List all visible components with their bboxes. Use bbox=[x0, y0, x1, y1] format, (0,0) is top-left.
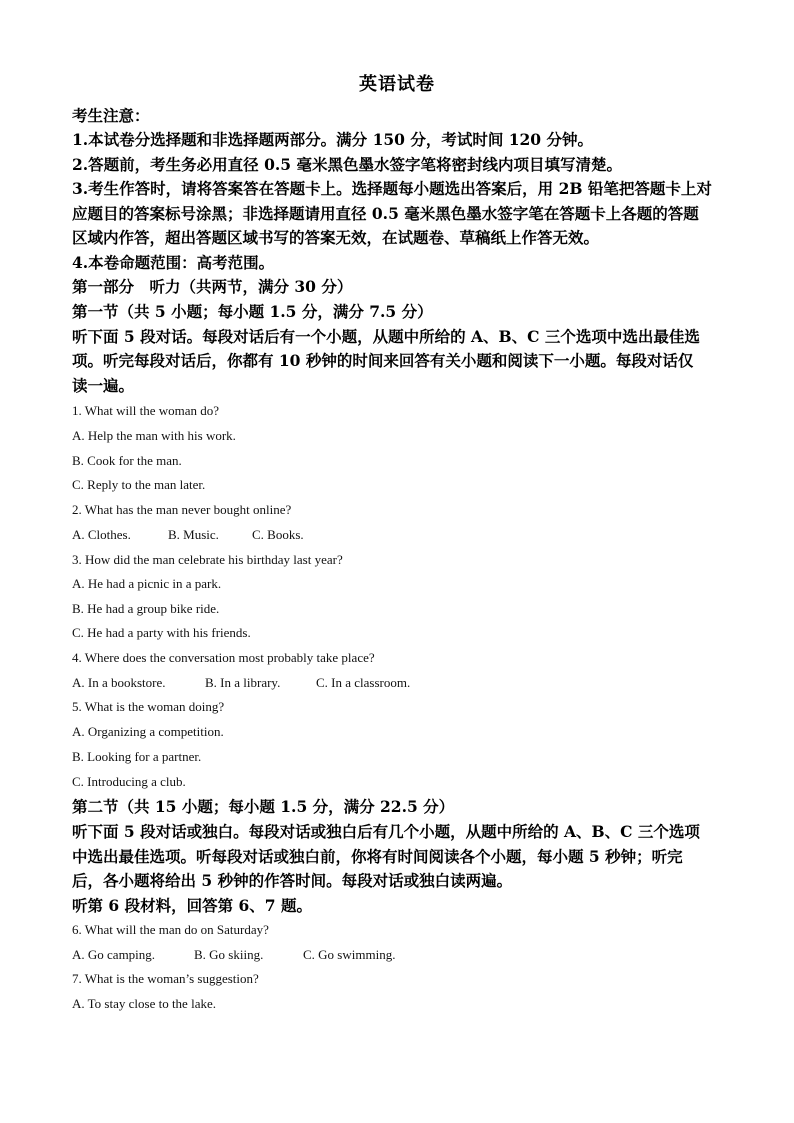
question-6-stem: 6. What will the man do on Saturday? bbox=[72, 922, 269, 937]
question-4-option-a: A. In a bookstore. bbox=[72, 675, 166, 690]
question-5-option-b: B. Looking for a partner. bbox=[72, 749, 202, 764]
question-1-option-c: C. Reply to the man later. bbox=[72, 477, 206, 492]
question-2-stem: 2. What has the man never bought online? bbox=[72, 502, 292, 517]
notice-line-3: 3.考生作答时，请将答案答在答题卡上。选择题每小题选出答案后，用 2B 铅笔把答题卡上对 bbox=[72, 179, 712, 198]
section1-instructions-1: 听下面 5 段对话。每段对话后有一个小题，从题中所给的 A、B、C 三个选项中选出最佳选 bbox=[72, 327, 700, 346]
question-6-option-b: B. Go skiing. bbox=[194, 947, 264, 962]
notice-line-4: 应题目的答案标号涂黑；非选择题请用直径 0.5 毫米黑色墨水签字笔在答题卡上各题的答题 bbox=[72, 204, 699, 223]
question-1-option-b: B. Cook for the man. bbox=[72, 453, 182, 468]
section2-heading: 第二节（共 15 小题；每小题 1.5 分，满分 22.5 分） bbox=[72, 797, 455, 816]
section2-instructions-3: 后，各小题将给出 5 秒钟的作答时间。每段对话或独白读两遍。 bbox=[72, 871, 513, 890]
question-1-option-a: A. Help the man with his work. bbox=[72, 428, 236, 443]
question-2-option-c: C. Books. bbox=[252, 527, 304, 542]
question-7-option-a: A. To stay close to the lake. bbox=[72, 996, 216, 1011]
question-5-stem: 5. What is the woman doing? bbox=[72, 699, 225, 714]
question-3-stem: 3. How did the man celebrate his birthday last year? bbox=[72, 552, 343, 567]
question-3-option-b: B. He had a group bike ride. bbox=[72, 601, 220, 616]
notice-line-5: 区域内作答，超出答题区域书写的答案无效，在试题卷、草稿纸上作答无效。 bbox=[72, 228, 600, 247]
notice-line-2: 2.答题前，考生务必用直径 0.5 毫米黑色墨水签字笔将密封线内项目填写清楚。 bbox=[72, 155, 622, 174]
notice-line-6: 4.本卷命题范围：高考范围。 bbox=[72, 253, 275, 272]
section1-heading: 第一节（共 5 小题；每小题 1.5 分，满分 7.5 分） bbox=[72, 302, 433, 321]
section2-instructions-1: 听下面 5 段对话或独白。每段对话或独白后有几个小题，从题中所给的 A、B、C 三个选项 bbox=[72, 822, 700, 841]
notice-heading: 考生注意： bbox=[72, 106, 150, 125]
question-5-option-c: C. Introducing a club. bbox=[72, 774, 186, 789]
question-2-option-b: B. Music. bbox=[168, 527, 219, 542]
question-2-options bbox=[72, 526, 304, 544]
section1-instructions-2: 项。听完每段对话后，你都有 10 秒钟的时间来回答有关小题和阅读下一小题。每段对话仅 bbox=[72, 351, 694, 370]
question-5-option-a: A. Organizing a competition. bbox=[72, 724, 224, 739]
question-7-stem: 7. What is the woman’s suggestion? bbox=[72, 971, 259, 986]
question-4-stem: 4. Where does the conversation most probably take place? bbox=[72, 650, 375, 665]
notice-line-1: 1.本试卷分选择题和非选择题两部分。满分 150 分，考试时间 120 分钟。 bbox=[72, 130, 593, 149]
question-6-options bbox=[72, 946, 395, 964]
section2-instructions-2: 中选出最佳选项。听每段对话或独白前，你将有时间阅读各个小题，每小题 5 秒钟；听完 bbox=[72, 847, 683, 866]
question-4-option-b: B. In a library. bbox=[205, 675, 281, 690]
question-2-option-a: A. Clothes. bbox=[72, 527, 131, 542]
material-6-heading: 听第 6 段材料，回答第 6、7 题。 bbox=[72, 896, 312, 915]
question-6-option-c: C. Go swimming. bbox=[303, 947, 396, 962]
question-6-option-a: A. Go camping. bbox=[72, 947, 156, 962]
page-title: 英语试卷 bbox=[359, 74, 435, 95]
section1-instructions-3: 读一遍。 bbox=[72, 376, 135, 395]
question-3-option-c: C. He had a party with his friends. bbox=[72, 625, 251, 640]
question-3-option-a: A. He had a picnic in a park. bbox=[72, 576, 222, 591]
question-4-option-c: C. In a classroom. bbox=[316, 675, 411, 690]
question-4-options bbox=[72, 674, 410, 692]
question-1-stem: 1. What will the woman do? bbox=[72, 403, 220, 418]
part1-heading: 第一部分 听力（共两节，满分 30 分） bbox=[72, 277, 353, 296]
